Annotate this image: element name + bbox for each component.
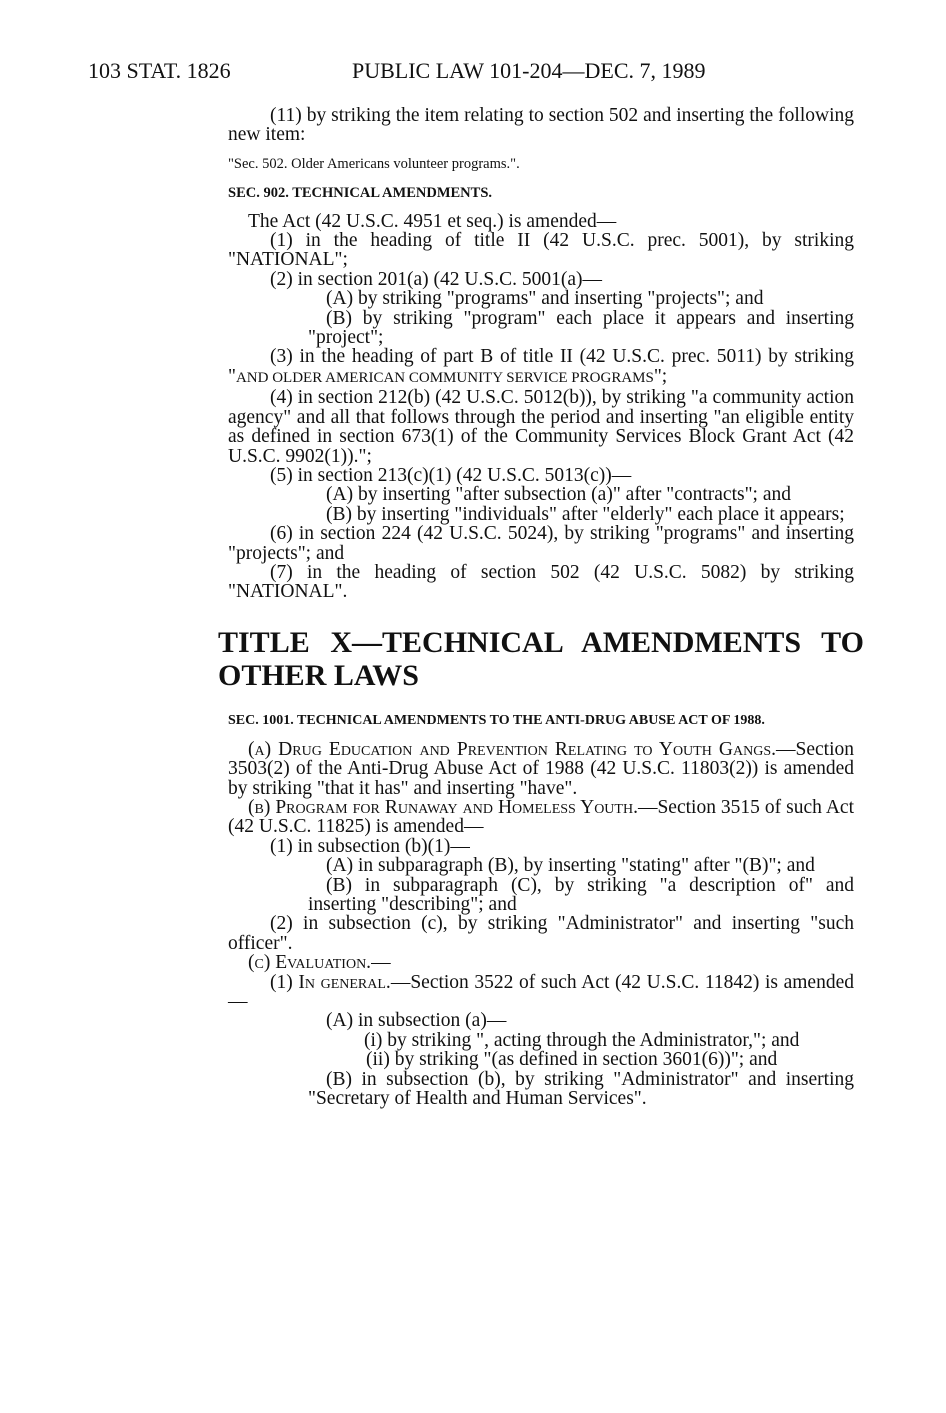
para-2B: (B) by striking "program" each place it appears and inserting "project"; [308, 307, 854, 349]
subsection-c [228, 953, 854, 972]
para-b2: (2) in subsection (c), by striking "Administrator" and inserting "such officer". [228, 913, 854, 954]
title-x-heading: TITLE X—TECHNICAL AMENDMENTS TO OTHER LAWS [218, 625, 864, 692]
section-902-heading: SEC. 902. TECHNICAL AMENDMENTS. [228, 185, 493, 202]
para-5: (5) in section 213(c)(1) (42 U.S.C. 5013(c))— [270, 464, 632, 486]
page-stat-citation: 103 STAT. 1826 [88, 58, 231, 83]
para-3-start: (3) in the heading of part B of title II (42 U.S.C. prec. 5011) by striking " [228, 346, 854, 387]
para-c1 [228, 973, 854, 1012]
para-b1A: (A) in subparagraph (B), by inserting "stating" after "(B)"; and [326, 855, 815, 877]
para-6: (6) in section 224 (42 U.S.C. 5024), by striking "programs" and inserting "projects"; and [228, 523, 854, 564]
act-intro: The Act (42 U.S.C. 4951 et seq.) is amended— [248, 210, 617, 232]
para-11: (11) by striking the item relating to section 502 and inserting the following new item: [228, 105, 854, 146]
para-b1: (1) in subsection (b)(1)— [270, 835, 470, 857]
para-1: (1) in the heading of title II (42 U.S.C. prec. 5001), by striking "NATIONAL"; [228, 230, 854, 271]
document-body [218, 105, 864, 1110]
para-7: (7) in the heading of section 502 (42 U.S.C. 5082) by striking "NATIONAL". [228, 561, 854, 603]
para-2A: (A) by striking "programs" and inserting "projects"; and [326, 288, 764, 310]
para-5A: (A) by inserting "after subsection (a)" after "contracts"; and [326, 484, 792, 506]
subsection-a [228, 740, 854, 798]
para-c1Ai: (i) by striking ", acting through the Administrator,"; and [364, 1029, 800, 1051]
para-3 [228, 347, 854, 388]
running-header: PUBLIC LAW 101-204—DEC. 7, 1989 [352, 58, 706, 83]
subsection-b [228, 798, 854, 837]
para-c1B: (B) in subsection (b), by striking "Administrator" and inserting "Secretary of Health and Human Services". [308, 1068, 854, 1110]
subsection-a-heading: (a) Drug Education and Prevention Relating to Youth Gangs. [248, 738, 776, 760]
para-5B: (B) by inserting "individuals" after "elderly" each place it appears; [326, 503, 845, 525]
new-item-502: "Sec. 502. Older Americans volunteer programs.". [228, 155, 520, 172]
para-b1B: (B) in subparagraph (C), by striking "a description of" and inserting "describing"; and [308, 874, 854, 915]
para-3-struck-text: AND OLDER AMERICAN COMMUNITY SERVICE PROGRAMS [235, 369, 654, 386]
subsection-c-heading: (c) Evaluation. [248, 952, 372, 974]
para-4: (4) in section 212(b) (42 U.S.C. 5012(b)), by striking "a community action agency" and all that follows through the period and inserting "an eligible entity as defined in section 673(1) of the Community Services Block Grant Act (42 U.S.C. 9902(1))."; [228, 387, 854, 467]
subsection-b-text: —Section 3515 of such Act (42 U.S.C. 11825) is amended— [228, 796, 854, 838]
subsection-a-text: —Section 3503(2) of the Anti-Drug Abuse Act of 1988 (42 U.S.C. 11803(2)) is amended by striking "that it has" and inserting "have". [228, 738, 854, 799]
para-2: (2) in section 201(a) (42 U.S.C. 5001(a)— [270, 268, 602, 290]
para-c1-text: —Section 3522 of such Act (42 U.S.C. 11842) is amended— [228, 971, 854, 1013]
para-c1-heading: (1) In general. [270, 971, 391, 993]
subsection-c-text: — [371, 952, 391, 974]
section-1001-heading: SEC. 1001. TECHNICAL AMENDMENTS TO THE ANTI-DRUG ABUSE ACT OF 1988. [228, 712, 765, 728]
subsection-b-heading: (b) Program for Runaway and Homeless Youth. [248, 796, 638, 818]
para-c1A: (A) in subsection (a)— [326, 1010, 507, 1032]
para-c1Aii: (ii) by striking "(as defined in section 3601(6))"; and [366, 1049, 778, 1071]
para-3-end: "; [653, 365, 668, 387]
